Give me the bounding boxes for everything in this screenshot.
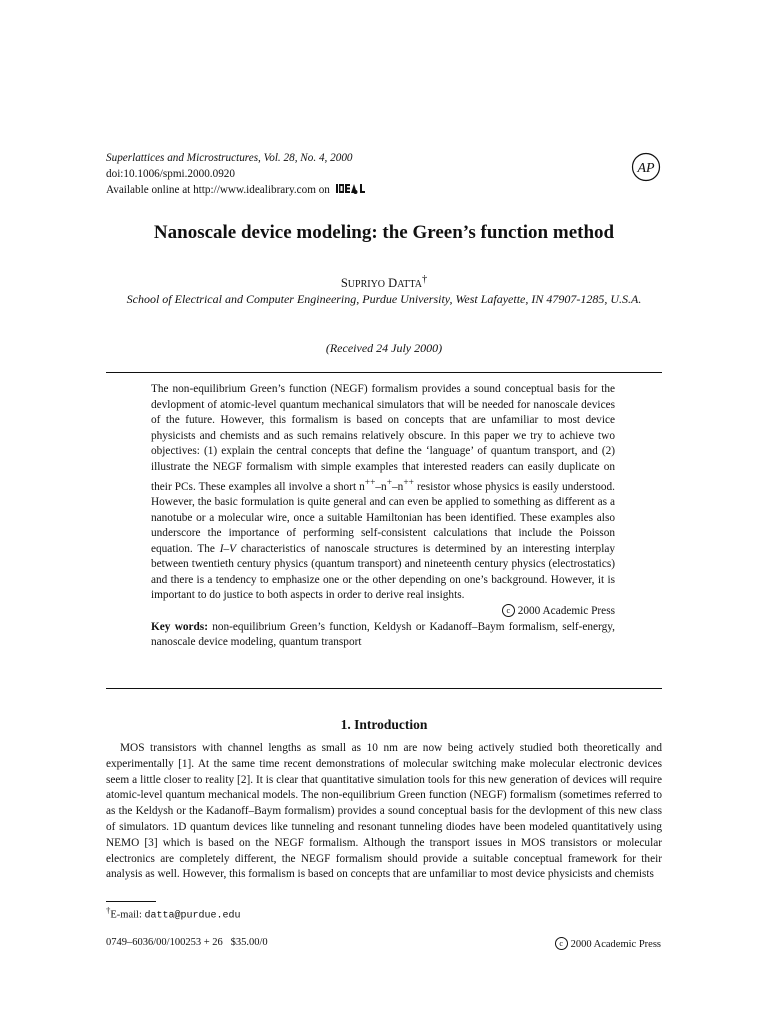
abstract <box>151 382 615 651</box>
footnote-rule <box>106 901 156 902</box>
copyright-icon: c <box>502 604 515 617</box>
section-heading: 1. Introduction <box>340 717 428 732</box>
abstract-text: The non-equilibrium Green’s function (NEGF) formalism provides a sound conceptual basis for the devlopment of atomic-level quantum mechanical simulators that will be needed for nanoscale devices of the future. However, this formalism is based on concepts that are unfamiliar to most device physicists and chemists and as such remains relatively obscure. In this paper we try to achieve two objectives: (1) explain the central concepts that define the ‘language’ of quantum transport, and (2) illustrate the NEGF formalism with simple examples that interested readers can easily duplicate on their PCs. These examples all involve a short n++–n+–n++ resistor whose physics is easily understood. However, the basic formulation is quite general and can even be applied to something as different as a nanotube or a molecular wire, once a suitable Hamiltonian has been identified. These examples also underscore the importance of performing self-consistent calculations that include the Poisson equation. The I–V characteristics of nanoscale structures is determined by an interesting interplay between twentieth century physics (quantum transport) and nineteenth century physics (electrostatics) and there is a tendency to emphasize one or the other depending on one’s background. However, it is important to do justice to both aspects in order to derive real insights. <box>151 383 615 602</box>
author-email: datta@purdue.edu <box>144 910 241 922</box>
abstract-top-rule <box>106 372 662 373</box>
keywords: Key words: non-equilibrium Green’s function, Keldysh or Kadanoff–Baym formalism, self-energy, nanoscale device modeling, quantum transport <box>151 620 615 649</box>
academic-press-logo-icon <box>631 152 661 182</box>
received-date: (Received 24 July 2000) <box>325 341 443 355</box>
doi: doi:10.1006/spmi.2000.0920 <box>106 168 235 180</box>
introduction-body <box>106 741 662 883</box>
copyright-icon: c <box>555 937 568 950</box>
svg-text:AP: AP <box>637 161 655 176</box>
ideal-logo-icon <box>336 183 366 195</box>
footer-article-code: 0749–6036/00/100253 + 26 $35.00/0 <box>106 937 268 948</box>
availability-text: Available online at http://www.idealibrary.com on <box>106 184 330 196</box>
availability-line <box>106 182 666 198</box>
abstract-copyright: c 2000 Academic Press <box>151 604 615 620</box>
author-affiliation: School of Electrical and Computer Engineering, Purdue University, West Lafayette, IN 47907-1285, U.S.A. <box>126 292 642 306</box>
author-name: SUPRIYO DATTA† <box>340 274 428 291</box>
footnote: †E-mail: datta@purdue.edu <box>106 905 241 922</box>
introduction-paragraph: MOS transistors with channel lengths as small as 10 nm are now being actively studied both theoretically and experimentally [1]. At the same time recent demonstrations of molecular switching make molecular electronic devices seem a little closer to reality [2]. It is clear that quantitative simulation tools for this new generation of devices will require atomic-level quantum mechanical models. The non-equilibrium Green function (NEGF) formalism (sometimes referred to as the Keldysh or the Kadanoff–Baym formalism) provides a sound conceptual basis for the devlopment of this new class of simulators. 1D quantum devices like tunneling and resonant tunneling diodes have been modeled quantitatively using NEMO [3] which is based on the NEGF formalism. Although the transport issues in MOS transistors or molecular electronics are completely different, the NEGF formalism should provide a suitable conceptual framework for their analysis as well. However, this formalism is based on concepts that are unfamiliar to most device physicists and chemists <box>106 742 662 881</box>
journal-citation: Superlattices and Microstructures, Vol. 28, No. 4, 2000 <box>106 152 353 164</box>
abstract-bottom-rule <box>106 688 662 689</box>
paper-title: Nanoscale device modeling: the Green’s function method <box>153 222 615 243</box>
journal-header <box>106 150 666 198</box>
footer-copyright: c 2000 Academic Press <box>555 937 661 950</box>
